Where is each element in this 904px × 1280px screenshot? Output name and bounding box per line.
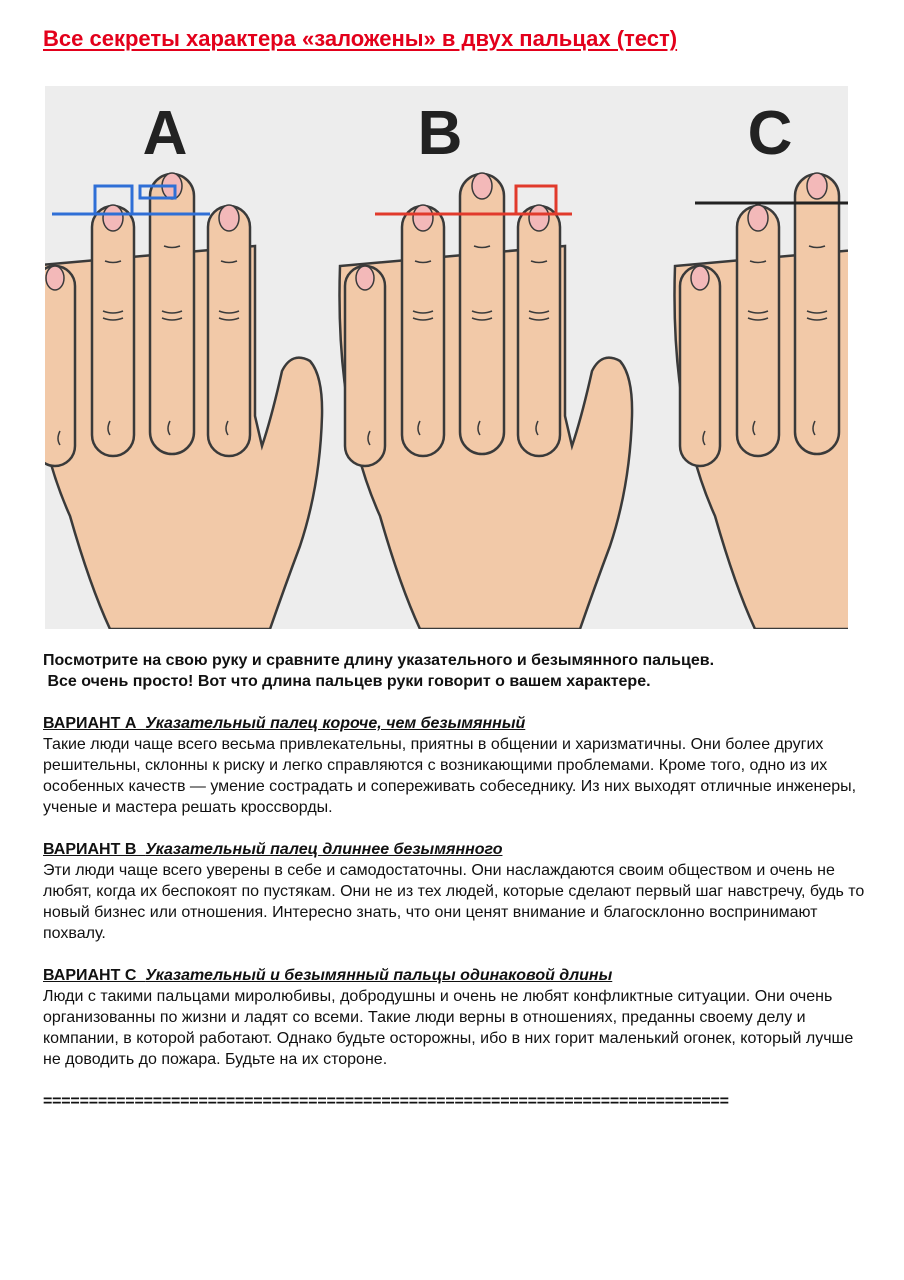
variant-b-label: ВАРИАНТ В — [43, 841, 146, 858]
hand-b-letter: B — [417, 99, 463, 168]
hand-a-letter: A — [142, 99, 188, 168]
article-body — [43, 650, 873, 1112]
intro-line-1: Посмотрите на свою руку и сравните длину указательного и безымянного пальцев. — [43, 652, 715, 669]
variant-c-label: ВАРИАНТ С — [43, 967, 146, 984]
variant-a — [43, 713, 873, 818]
variant-c-text: Люди с такими пальцами миролюбивы, добродушны и очень не любят конфликтные ситуации. Они очень организованны по жизни и ладят со всеми. Такие люди верны в отношениях, преданны своему делу и компании, в которой работают. Однако будьте осторожны, ибо в них горит маленький огонек, который лучше не доводить до пожара. Будьте на их стороне. — [43, 988, 854, 1068]
variant-a-subtitle: Указательный палец короче, чем безымянный — [145, 715, 526, 732]
hand-c-letter: C — [747, 99, 793, 168]
variant-b-heading — [43, 839, 873, 860]
variant-c-heading — [43, 965, 873, 986]
intro — [43, 650, 873, 692]
intro-line-2: Все очень просто! Вот что длина пальцев руки говорит о вашем характере. — [43, 673, 651, 690]
variant-a-text: Такие люди чаще всего весьма привлекательны, приятны в общении и харизматичны. Они более других решительны, склонны к риску и легко справляются с возникающими проблемами. Кроме того, одно из их особенных качеств — умение сострадать и сопереживать собеседнику. Из них выходят отличные инженеры, ученые и мастера решать кроссворды. — [43, 736, 857, 816]
variant-c — [43, 965, 873, 1070]
variant-b-subtitle: Указательный палец длиннее безымянного — [145, 841, 503, 858]
hand-b — [340, 99, 633, 629]
hands-illustration — [45, 86, 848, 629]
variant-a-heading — [43, 713, 873, 734]
variant-c-subtitle: Указательный и безымянный пальцы одинаковой длины — [145, 967, 613, 984]
page-title: Все секреты характера «заложены» в двух пальцах (тест) — [43, 26, 678, 51]
variant-b — [43, 839, 873, 944]
separator-line: =========================================================================== — [43, 1093, 729, 1110]
hand-c — [675, 99, 849, 629]
variant-b-text: Эти люди чаще всего уверены в себе и самодостаточны. Они наслаждаются своим обществом и очень не любят, когда их беспокоят по пустякам. Они не из тех людей, которые сделают первый шаг навстречу, будь то новый бизнес или отношения. Интересно знать, что они ценят внимание и благосклонно воспринимают похвалу. — [43, 862, 865, 942]
hand-a — [45, 99, 322, 629]
variant-a-label: ВАРИАНТ А — [43, 715, 146, 732]
